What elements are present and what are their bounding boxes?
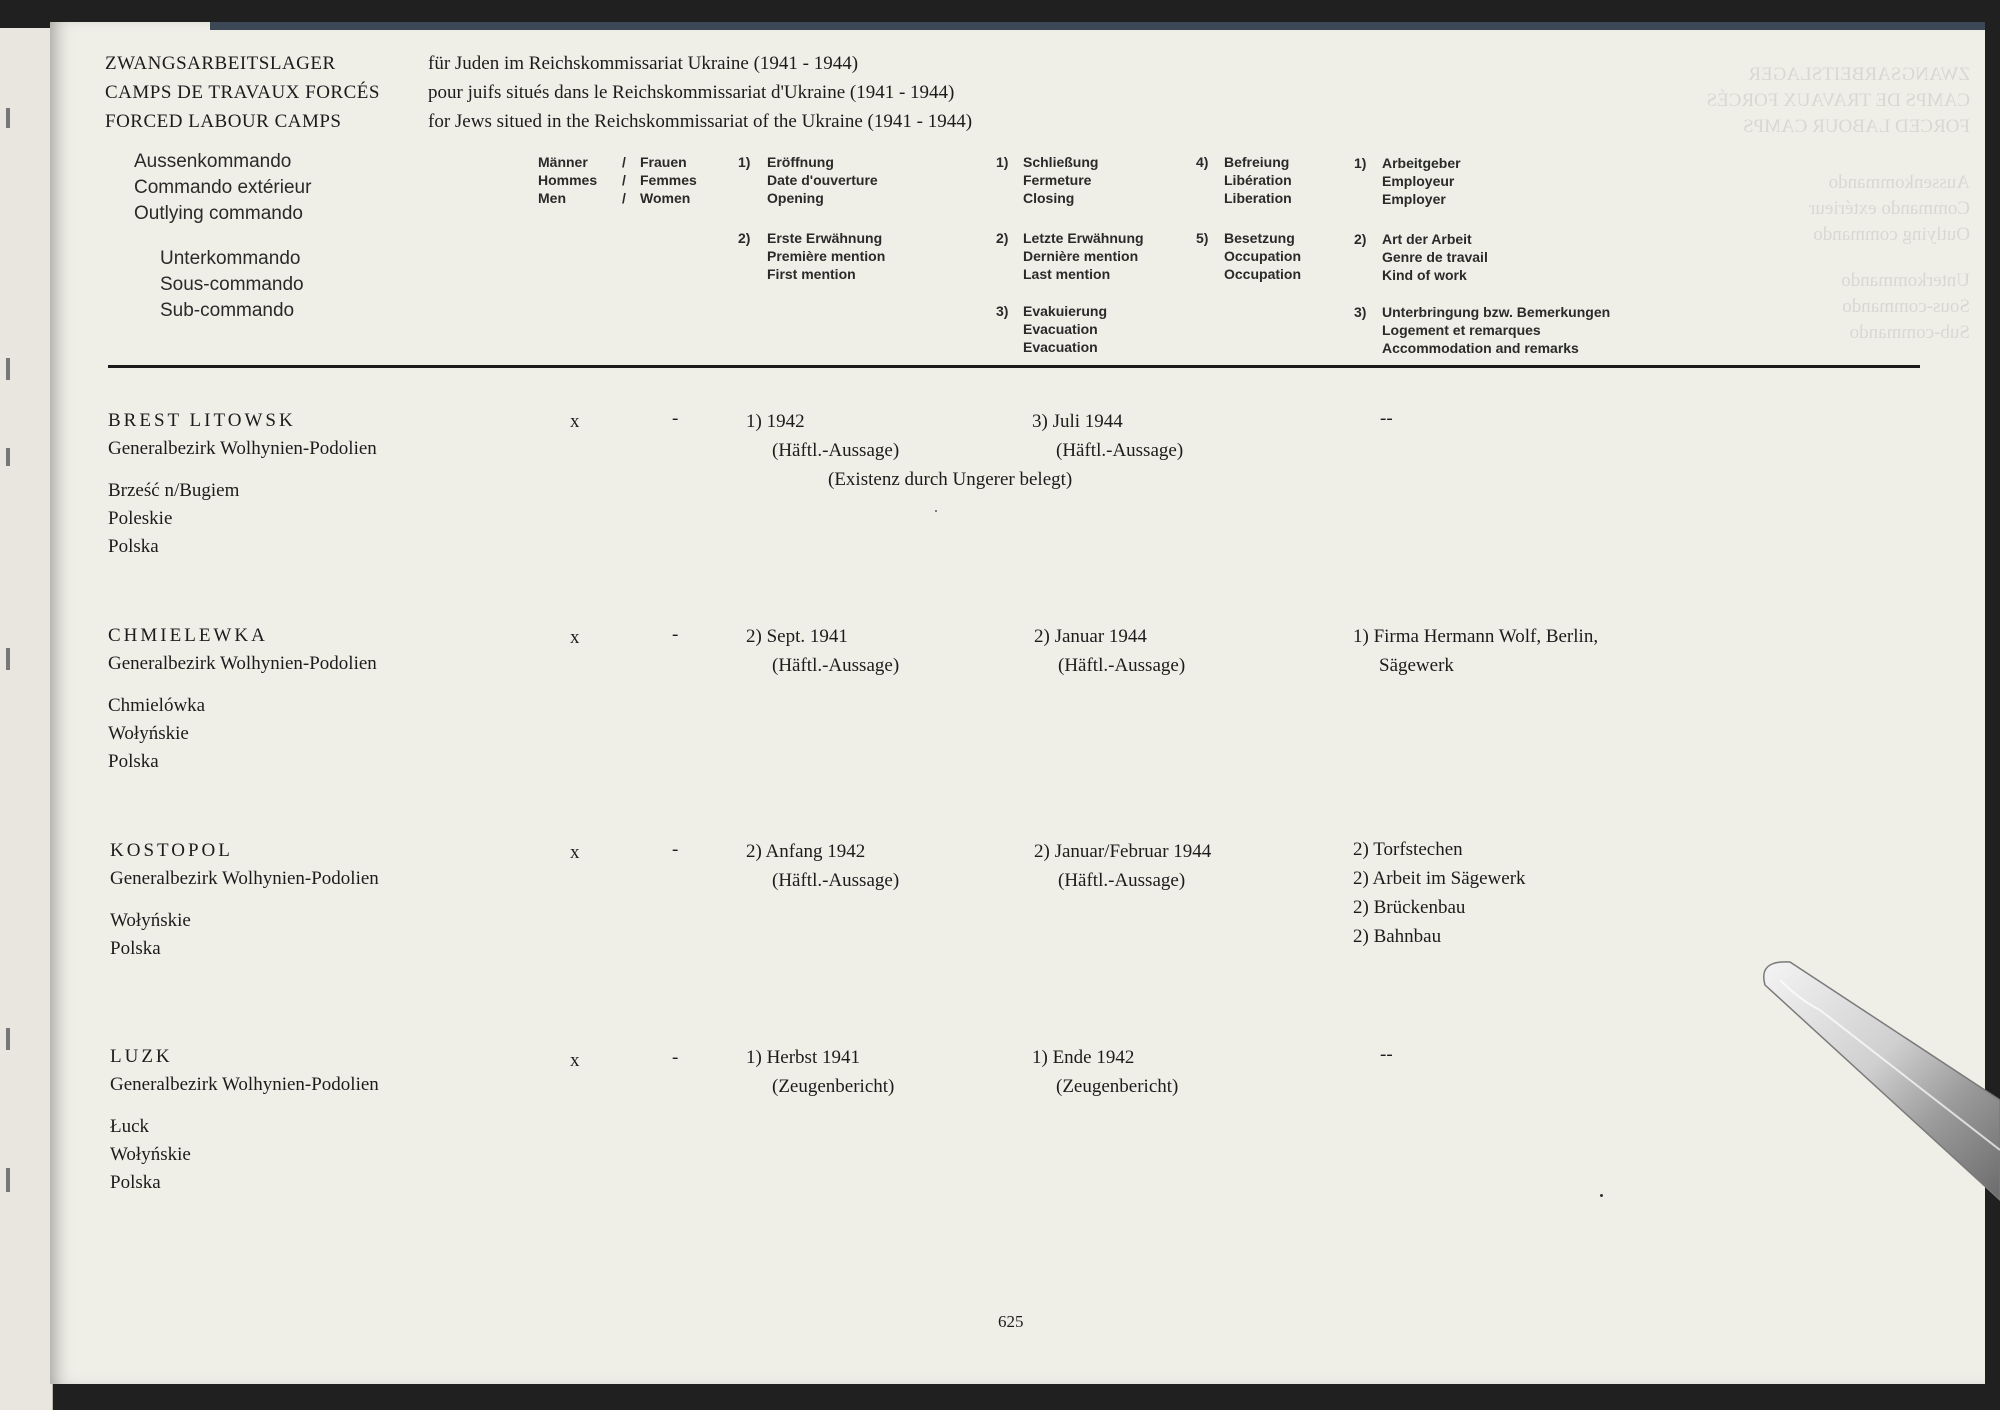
header-men-line: Hommes — [538, 172, 598, 188]
title-line: CAMPS DE TRAVAUX FORCÉS — [105, 82, 380, 103]
remark-line: 2) Arbeit im Sägewerk — [1353, 868, 1526, 889]
title-block — [105, 49, 380, 136]
camp-place: Wołyńskie — [110, 1144, 191, 1165]
closing-cell — [1032, 407, 1183, 465]
header-accommodation-num: 3) — [1354, 304, 1367, 320]
remarks-cell — [1380, 1040, 1393, 1069]
closing-cell — [1032, 1043, 1178, 1101]
women-mark: - — [672, 408, 679, 429]
legend-line: Sub-commando — [160, 300, 295, 321]
header-employer — [1382, 154, 1461, 208]
opening-source: (Häftl.-Aussage) — [772, 870, 900, 891]
header-line: Erste Erwähnung — [767, 230, 883, 246]
header-line: Evacuation — [1023, 339, 1098, 355]
remark-line: 2) Bahnbau — [1353, 926, 1442, 947]
women-mark: - — [672, 624, 679, 645]
camp-place: Polska — [110, 938, 161, 959]
legend-line: Unterkommando — [160, 248, 301, 269]
camp-district: Generalbezirk Wolhynien-Podolien — [110, 868, 379, 889]
header-line: Closing — [1023, 190, 1075, 206]
header-line: Dernière mention — [1023, 248, 1139, 264]
camp-name: BREST LITOWSK — [108, 410, 296, 431]
remark-line: 2) Torfstechen — [1353, 839, 1463, 860]
header-opening-num: 1) — [738, 154, 751, 170]
men-mark: x — [570, 411, 580, 432]
header-line: Occupation — [1224, 248, 1302, 264]
header-line: Liberation — [1224, 190, 1292, 206]
header-line: Letzte Erwähnung — [1023, 230, 1144, 246]
header-men-line: Men — [538, 190, 566, 206]
header-men-line: Männer — [538, 154, 588, 170]
closing-line: 3) Juli 1944 — [1032, 411, 1123, 432]
opening-line: 2) Sept. 1941 — [746, 626, 848, 647]
legend-line: Outlying commando — [134, 203, 303, 224]
title-line: FORCED LABOUR CAMPS — [105, 111, 342, 132]
subtitle-block — [428, 49, 972, 136]
header-sep: / — [622, 190, 626, 206]
closing-source: (Zeugenbericht) — [1056, 1076, 1179, 1097]
header-line: Genre de travail — [1382, 249, 1488, 265]
men-mark: x — [570, 842, 580, 863]
header-evacuation-num: 3) — [996, 303, 1009, 319]
opening-cell — [746, 407, 899, 465]
legend-line: Aussenkommando — [134, 151, 292, 172]
header-line: Logement et remarques — [1382, 322, 1541, 338]
header-line: Kind of work — [1382, 267, 1467, 283]
letter-opener-object — [1740, 950, 2000, 1210]
opening-cell — [746, 837, 899, 895]
header-line: Employeur — [1382, 173, 1455, 189]
header-closing — [1023, 153, 1098, 207]
opening-cell — [746, 622, 899, 680]
closing-line: 1) Ende 1942 — [1032, 1047, 1135, 1068]
page-number: 625 — [998, 1312, 1024, 1331]
closing-line: 2) Januar/Februar 1944 — [1034, 841, 1212, 862]
camp-district: Generalbezirk Wolhynien-Podolien — [108, 653, 377, 674]
camp-place: Wołyńskie — [110, 910, 191, 931]
camp-entry-luzk — [110, 1043, 379, 1197]
remark-line: 2) Brückenbau — [1353, 897, 1466, 918]
previous-page-edge — [0, 28, 53, 1410]
opening-line: 2) Anfang 1942 — [746, 841, 866, 862]
camp-name: LUZK — [110, 1046, 173, 1067]
header-line: Date d'ouverture — [767, 172, 878, 188]
closing-source: (Häftl.-Aussage) — [1056, 440, 1184, 461]
header-last-mention-num: 2) — [996, 230, 1009, 246]
header-men — [538, 153, 597, 207]
header-evacuation — [1023, 302, 1107, 356]
header-line: Evacuation — [1023, 321, 1098, 337]
header-liberation — [1224, 153, 1292, 207]
header-line: Arbeitgeber — [1382, 155, 1461, 171]
camp-place: Polska — [108, 536, 159, 557]
header-separator — [622, 153, 626, 207]
remarks-cell — [1380, 404, 1393, 433]
header-opening — [767, 153, 878, 207]
header-line: Première mention — [767, 248, 886, 264]
opening-line: 1) Herbst 1941 — [746, 1047, 860, 1068]
camp-place: Polska — [110, 1172, 161, 1193]
dust-speck — [1600, 1194, 1603, 1197]
header-line: Eröffnung — [767, 154, 834, 170]
scan-top-strip — [210, 22, 1985, 30]
legend-unterkommando — [160, 246, 304, 324]
legend-line: Sous-commando — [160, 274, 304, 295]
header-liberation-num: 4) — [1196, 154, 1209, 170]
opening-source: (Zeugenbericht) — [772, 1076, 895, 1097]
camp-place: Poleskie — [108, 508, 173, 529]
legend-aussenkommando — [134, 149, 311, 227]
document-page — [50, 22, 1985, 1384]
header-line: Accommodation and remarks — [1382, 340, 1579, 356]
camp-place: Chmielówka — [108, 695, 206, 716]
header-line: First mention — [767, 266, 856, 282]
men-mark: x — [570, 1050, 580, 1071]
header-women-line: Femmes — [640, 172, 697, 188]
subtitle-line: pour juifs situés dans le Reichskommissariat d'Ukraine (1941 - 1944) — [428, 82, 955, 103]
header-employer-num: 1) — [1354, 155, 1367, 171]
camp-note: (Existenz durch Ungerer belegt) — [828, 469, 1073, 490]
legend-line: Commando extérieur — [134, 177, 312, 198]
header-first-mention — [767, 229, 885, 283]
camp-name: KOSTOPOL — [110, 840, 233, 861]
men-mark: x — [570, 627, 580, 648]
header-line: Befreiung — [1224, 154, 1290, 170]
header-closing-num: 1) — [996, 154, 1009, 170]
dust-speck — [935, 510, 937, 512]
camp-entry-chmielewka — [108, 622, 377, 776]
header-sep: / — [622, 154, 626, 170]
header-women-line: Frauen — [640, 154, 687, 170]
header-line: Occupation — [1224, 266, 1302, 282]
header-accommodation — [1382, 303, 1610, 357]
header-women-line: Women — [640, 190, 691, 206]
remark-line: -- — [1380, 1044, 1393, 1065]
camp-place: Polska — [108, 751, 159, 772]
opening-source: (Häftl.-Aussage) — [772, 655, 900, 676]
header-kind-of-work-num: 2) — [1354, 231, 1367, 247]
closing-source: (Häftl.-Aussage) — [1058, 655, 1186, 676]
remark-line: -- — [1380, 408, 1393, 429]
opening-line: 1) 1942 — [746, 411, 805, 432]
camp-place: Łuck — [110, 1116, 150, 1137]
camp-name: CHMIELEWKA — [108, 625, 268, 646]
header-occupation-num: 5) — [1196, 230, 1209, 246]
header-occupation — [1224, 229, 1301, 283]
opening-source: (Häftl.-Aussage) — [772, 440, 900, 461]
header-line: Opening — [767, 190, 824, 206]
closing-line: 2) Januar 1944 — [1034, 626, 1147, 647]
header-line: Libération — [1224, 172, 1292, 188]
header-line: Last mention — [1023, 266, 1111, 282]
remark-line: 1) Firma Hermann Wolf, Berlin, — [1353, 626, 1599, 647]
opening-cell — [746, 1043, 894, 1101]
closing-cell — [1034, 622, 1185, 680]
header-line: Unterbringung bzw. Bemerkungen — [1382, 304, 1611, 320]
camp-entry-brest-litowsk — [108, 407, 377, 561]
title-line: ZWANGSARBEITSLAGER — [105, 53, 336, 74]
header-women — [640, 153, 697, 207]
subtitle-line: for Jews situed in the Reichskommissariat of the Ukraine (1941 - 1944) — [428, 111, 973, 132]
header-first-mention-num: 2) — [738, 230, 751, 246]
women-mark: - — [672, 839, 679, 860]
header-last-mention — [1023, 229, 1144, 283]
header-line: Evakuierung — [1023, 303, 1108, 319]
header-line: Employer — [1382, 191, 1446, 207]
camp-entry-kostopol — [110, 837, 379, 963]
closing-source: (Häftl.-Aussage) — [1058, 870, 1186, 891]
remarks-cell — [1353, 835, 1526, 951]
camp-place: Wołyńskie — [108, 723, 189, 744]
header-line: Fermeture — [1023, 172, 1092, 188]
closing-cell — [1034, 837, 1211, 895]
camp-district: Generalbezirk Wolhynien-Podolien — [108, 438, 377, 459]
header-line: Besetzung — [1224, 230, 1295, 246]
camp-district: Generalbezirk Wolhynien-Podolien — [110, 1074, 379, 1095]
header-line: Schließung — [1023, 154, 1099, 170]
header-sep: / — [622, 172, 626, 188]
bleed-through-text: ZWANGSARBEITSLAGER CAMPS DE TRAVAUX FORCÉS FORCED LABOUR CAMPS Aussenkommando Commando extérieur Outlying commando Unterkommando Sous-commando Sub-commando — [1706, 64, 1970, 343]
remark-line: Sägewerk — [1379, 655, 1454, 676]
header-rule — [108, 365, 1920, 368]
subtitle-line: für Juden im Reichskommissariat Ukraine (1941 - 1944) — [428, 53, 859, 74]
header-kind-of-work — [1382, 230, 1488, 284]
remarks-cell — [1353, 622, 1598, 680]
women-mark: - — [672, 1047, 679, 1068]
header-line: Art der Arbeit — [1382, 231, 1472, 247]
camp-place: Brześć n/Bugiem — [108, 480, 240, 501]
